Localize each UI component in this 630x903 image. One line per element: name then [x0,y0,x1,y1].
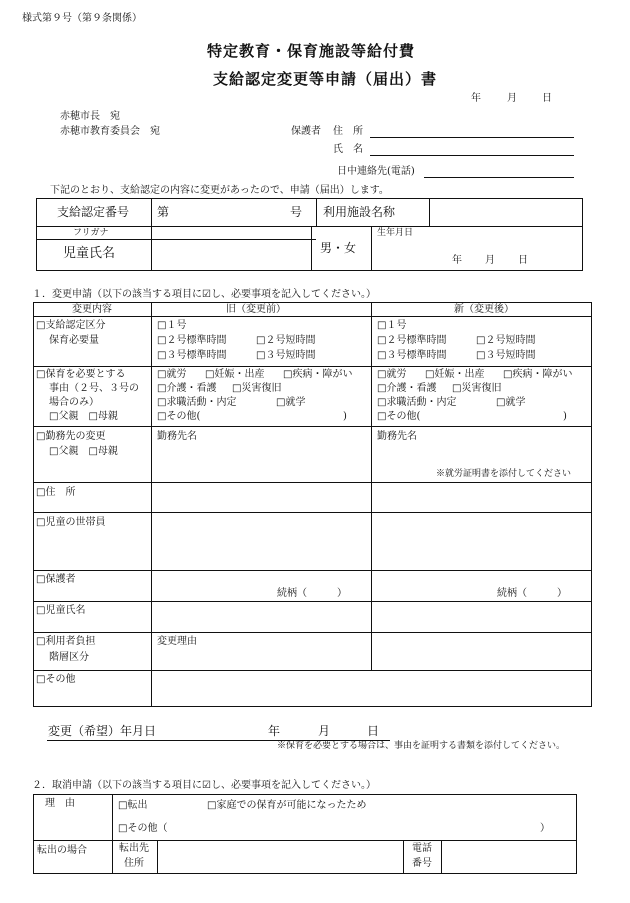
row-fee-class-sub: 階層区分 [49,652,89,663]
section1-heading: １．変更申請（以下の該当する項目に☑し、必要事項を記入してください。） [32,289,376,300]
row-household[interactable]: □児童の世帯員 [36,517,106,528]
divider [429,198,430,226]
old-reason-care[interactable]: □介護・看護 [157,383,217,394]
change-reason-label: 変更理由 [157,636,197,647]
old-reason-other-end: ) [343,411,347,422]
divider [33,570,592,571]
divider [112,794,113,874]
row-reason-sub1: 事由（２号、３号の [49,383,139,394]
section2-heading: ２．取消申請（以下の該当する項目に☑し、必要事項を記入してください。） [32,780,376,791]
divider [371,302,372,670]
old-reason-jobhunt[interactable]: □求職活動・内定 [157,397,237,408]
address-line[interactable] [370,137,574,138]
addressee-board: 赤穂市教育委員会 宛 [60,126,160,137]
moving-case-label: 転出の場合 [37,845,87,856]
new-workplace-name: 勤務先名 [377,431,417,442]
col-header-item: 変更内容 [72,304,112,315]
cancel-moving-checkbox[interactable]: □転出 [118,800,148,811]
row-cert-class-sub: 保育必要量 [49,335,99,346]
new-reason-care[interactable]: □介護・看護 [377,383,437,394]
birth-month: 月 [485,255,495,266]
facility-label: 利用施設名称 [323,205,396,219]
destination-label-1: 転出先 [119,843,149,854]
birth-day: 日 [518,255,528,266]
divider [33,426,592,427]
new-reason-other[interactable]: □その他( [377,411,421,422]
change-table [33,302,592,707]
addressee-mayor: 赤穂市長 宛 [60,111,120,122]
name-line[interactable] [370,155,574,156]
divider [151,198,152,271]
old-option-2a[interactable]: □２号標準時間 [157,335,227,346]
divider [33,482,592,483]
divider [33,512,592,513]
row-cert-class[interactable]: □支給認定区分 [36,320,106,331]
child-name-label: 児童氏名 [63,246,116,261]
cancel-home-care-checkbox[interactable]: □家庭での保育が可能になったため [207,800,367,811]
divider [36,239,316,240]
cert-go: 号 [290,205,303,219]
date-day-label: 日 [542,93,552,104]
row-child-name[interactable]: □児童氏名 [36,605,86,616]
cert-dai: 第 [157,205,170,219]
divider [33,366,592,367]
change-date-month: 月 [318,724,331,738]
divider [33,670,592,671]
cancel-reason-label: 理 由 [45,798,75,809]
address-label: 住 所 [333,126,363,137]
birth-year: 年 [452,255,462,266]
col-header-old: 旧（変更前） [226,304,286,315]
row-reason-sub2: 場合のみ） [49,397,99,408]
row-guardian[interactable]: □保護者 [36,574,76,585]
row-fee-class[interactable]: □利用者負担 [36,636,96,647]
divider [33,601,592,602]
cancel-other-end: ） [540,823,550,834]
new-reason-study[interactable]: □就学 [496,397,526,408]
old-reason-work[interactable]: □就労 [157,369,187,380]
change-date-year: 年 [268,724,281,738]
row-workplace[interactable]: □勤務先の変更 [36,431,106,442]
destination-label-2: 住所 [124,858,144,869]
row-workplace-parent[interactable]: □父親 □母親 [49,446,118,457]
divider [151,302,152,707]
furigana-label: フリガナ [73,228,109,238]
divider [33,316,592,317]
divider [36,226,583,227]
divider [316,198,317,226]
new-relationship: 続柄（ ） [497,588,567,599]
new-reason-work[interactable]: □就労 [377,369,407,380]
employment-cert-note: ※就労証明書を添付してください [436,469,572,479]
old-reason-illness[interactable]: □疾病・障がい [283,369,353,380]
row-other[interactable]: □その他 [36,674,76,685]
old-reason-pregnancy[interactable]: □妊娠・出産 [205,369,265,380]
attachment-note: ※保育を必要とする場合は、事由を証明する書類を添付してください。 [277,741,566,751]
old-option-1[interactable]: □１号 [157,320,187,331]
sex-label: 男・女 [320,241,357,255]
row-reason[interactable]: □保育を必要とする [36,369,126,380]
name-label: 氏 名 [333,144,363,155]
new-reason-jobhunt[interactable]: □求職活動・内定 [377,397,457,408]
date-month-label: 月 [507,93,517,104]
divider [441,840,442,874]
phone-label: 日中連絡先(電話) [337,166,415,177]
divider [33,840,577,841]
date-year-label: 年 [471,93,481,104]
new-option-1[interactable]: □１号 [377,320,407,331]
old-option-3b[interactable]: □３号短時間 [256,350,316,361]
title-line-2: 支給認定変更等申請（届出）書 [213,70,438,88]
form-number: 様式第９号（第９条関係） [22,13,142,24]
guardian-label: 保護者 [291,126,321,137]
new-option-2a[interactable]: □２号標準時間 [377,335,447,346]
change-date-day: 日 [367,724,380,738]
cancel-other-checkbox[interactable]: □その他（ [118,823,168,834]
old-reason-other[interactable]: □その他( [157,411,201,422]
new-option-3a[interactable]: □３号標準時間 [377,350,447,361]
cert-no-label: 支給認定番号 [57,205,130,219]
phone-line[interactable] [424,177,574,178]
new-reason-illness[interactable]: □疾病・障がい [503,369,573,380]
divider [157,840,158,874]
new-option-3b[interactable]: □３号短時間 [476,350,536,361]
new-reason-other-end: ) [563,411,567,422]
new-option-2b[interactable]: □２号短時間 [476,335,536,346]
old-option-3a[interactable]: □３号標準時間 [157,350,227,361]
birth-label: 生年月日 [377,228,414,238]
old-reason-disaster[interactable]: □災害復旧 [232,383,282,394]
row-address[interactable]: □住 所 [36,487,76,498]
row-reason-parent[interactable]: □父親 □母親 [49,411,118,422]
old-reason-study[interactable]: □就学 [276,397,306,408]
new-reason-disaster[interactable]: □災害復旧 [452,383,502,394]
phone-label-1: 電話 [412,843,432,854]
old-relationship: 続柄（ ） [277,588,347,599]
divider [311,226,312,271]
new-reason-pregnancy[interactable]: □妊娠・出産 [425,369,485,380]
phone-label-2: 番号 [412,858,432,869]
old-workplace-name: 勤務先名 [157,431,197,442]
divider [371,226,372,271]
divider [33,632,592,633]
divider [403,840,404,874]
title-line-1: 特定教育・保育施設等給付費 [207,42,416,60]
change-date-label: 変更（希望）年月日 [48,724,157,738]
old-option-2b[interactable]: □２号短時間 [256,335,316,346]
intro-text: 下記のとおり、支給認定の内容に変更があったので、申請（届出）します。 [50,185,389,196]
col-header-new: 新（変更後） [454,304,514,315]
